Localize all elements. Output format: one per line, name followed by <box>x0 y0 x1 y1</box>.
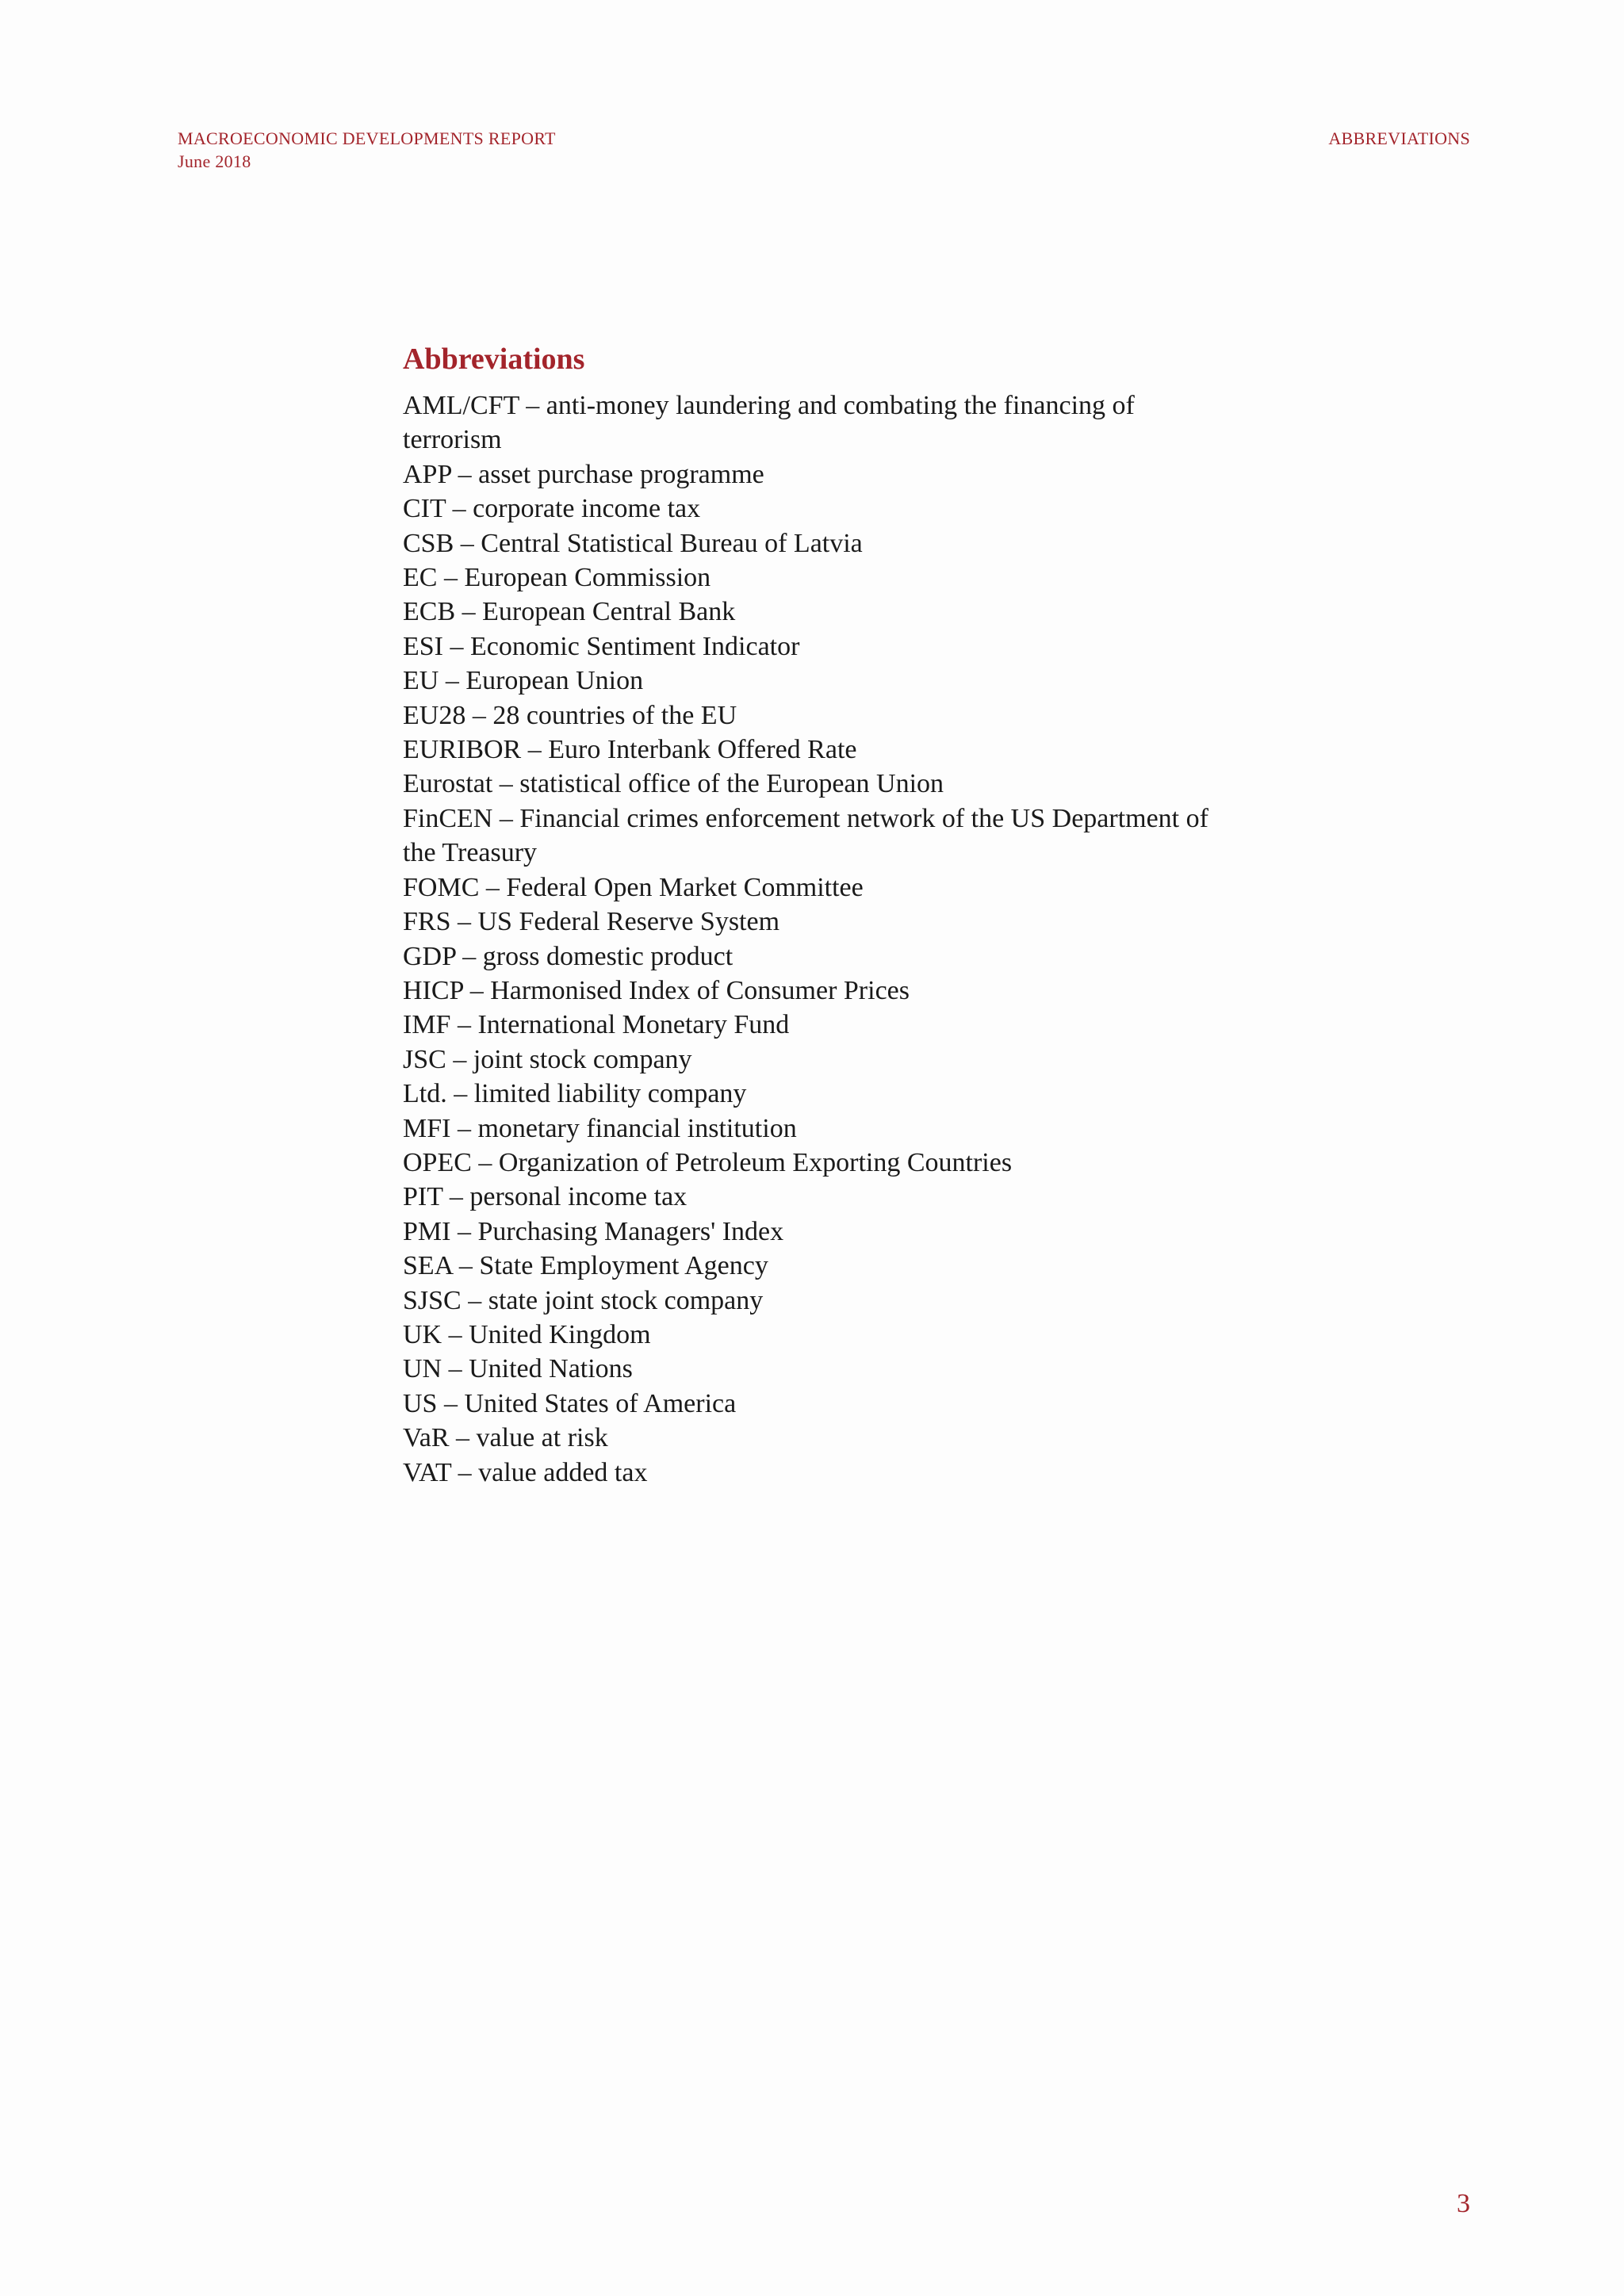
list-item: EURIBOR – Euro Interbank Offered Rate <box>403 735 857 765</box>
page-number: 3 <box>1457 2189 1470 2218</box>
list-item: HICP – Harmonised Index of Consumer Prices <box>403 975 910 1005</box>
list-item: US – United States of America <box>403 1388 737 1418</box>
list-item: EC – European Commission <box>403 563 711 593</box>
list-item: SJSC – state joint stock company <box>403 1285 764 1315</box>
list-item: PMI – Purchasing Managers' Index <box>403 1216 784 1246</box>
list-item: IMF – International Monetary Fund <box>403 1010 790 1040</box>
list-item: GDP – gross domestic product <box>403 941 733 971</box>
list-item: EU28 – 28 countries of the EU <box>403 700 737 730</box>
running-header-left <box>178 127 556 173</box>
list-item: MFI – monetary financial institution <box>403 1113 797 1143</box>
list-item: FRS – US Federal Reserve System <box>403 907 780 937</box>
abbreviations-section <box>403 339 1275 1490</box>
list-item: JSC – joint stock company <box>403 1044 692 1074</box>
report-date: June 2018 <box>178 151 251 171</box>
list-item: PIT – personal income tax <box>403 1182 688 1212</box>
list-item: Ltd. – limited liability company <box>403 1079 747 1109</box>
list-item: FOMC – Federal Open Market Committee <box>403 872 864 902</box>
list-item: UK – United Kingdom <box>403 1319 651 1349</box>
list-item: UN – United Nations <box>403 1354 633 1384</box>
page-title: Abbreviations <box>403 342 585 376</box>
list-item: FinCEN – Financial crimes enforcement network of the US Department of the Treasury <box>403 803 1208 868</box>
list-item: ECB – European Central Bank <box>403 597 736 627</box>
list-item: OPEC – Organization of Petroleum Exporting Countries <box>403 1147 1013 1177</box>
report-title: MACROECONOMIC DEVELOPMENTS REPORT <box>178 128 556 148</box>
list-item: SEA – State Employment Agency <box>403 1251 768 1281</box>
list-item: CIT – corporate income tax <box>403 494 701 524</box>
list-item: AML/CFT – anti-money laundering and combating the financing of terrorism <box>403 391 1135 455</box>
list-item: VaR – value at risk <box>403 1423 608 1453</box>
list-item: ESI – Economic Sentiment Indicator <box>403 631 800 661</box>
abbreviations-list <box>403 388 1228 1490</box>
list-item: CSB – Central Statistical Bureau of Latvia <box>403 528 863 558</box>
list-item: EU – European Union <box>403 666 644 696</box>
list-item: Eurostat – statistical office of the European Union <box>403 769 944 799</box>
list-item: VAT – value added tax <box>403 1457 648 1487</box>
running-header-section: ABBREVIATIONS <box>1328 128 1470 148</box>
list-item: APP – asset purchase programme <box>403 459 764 489</box>
